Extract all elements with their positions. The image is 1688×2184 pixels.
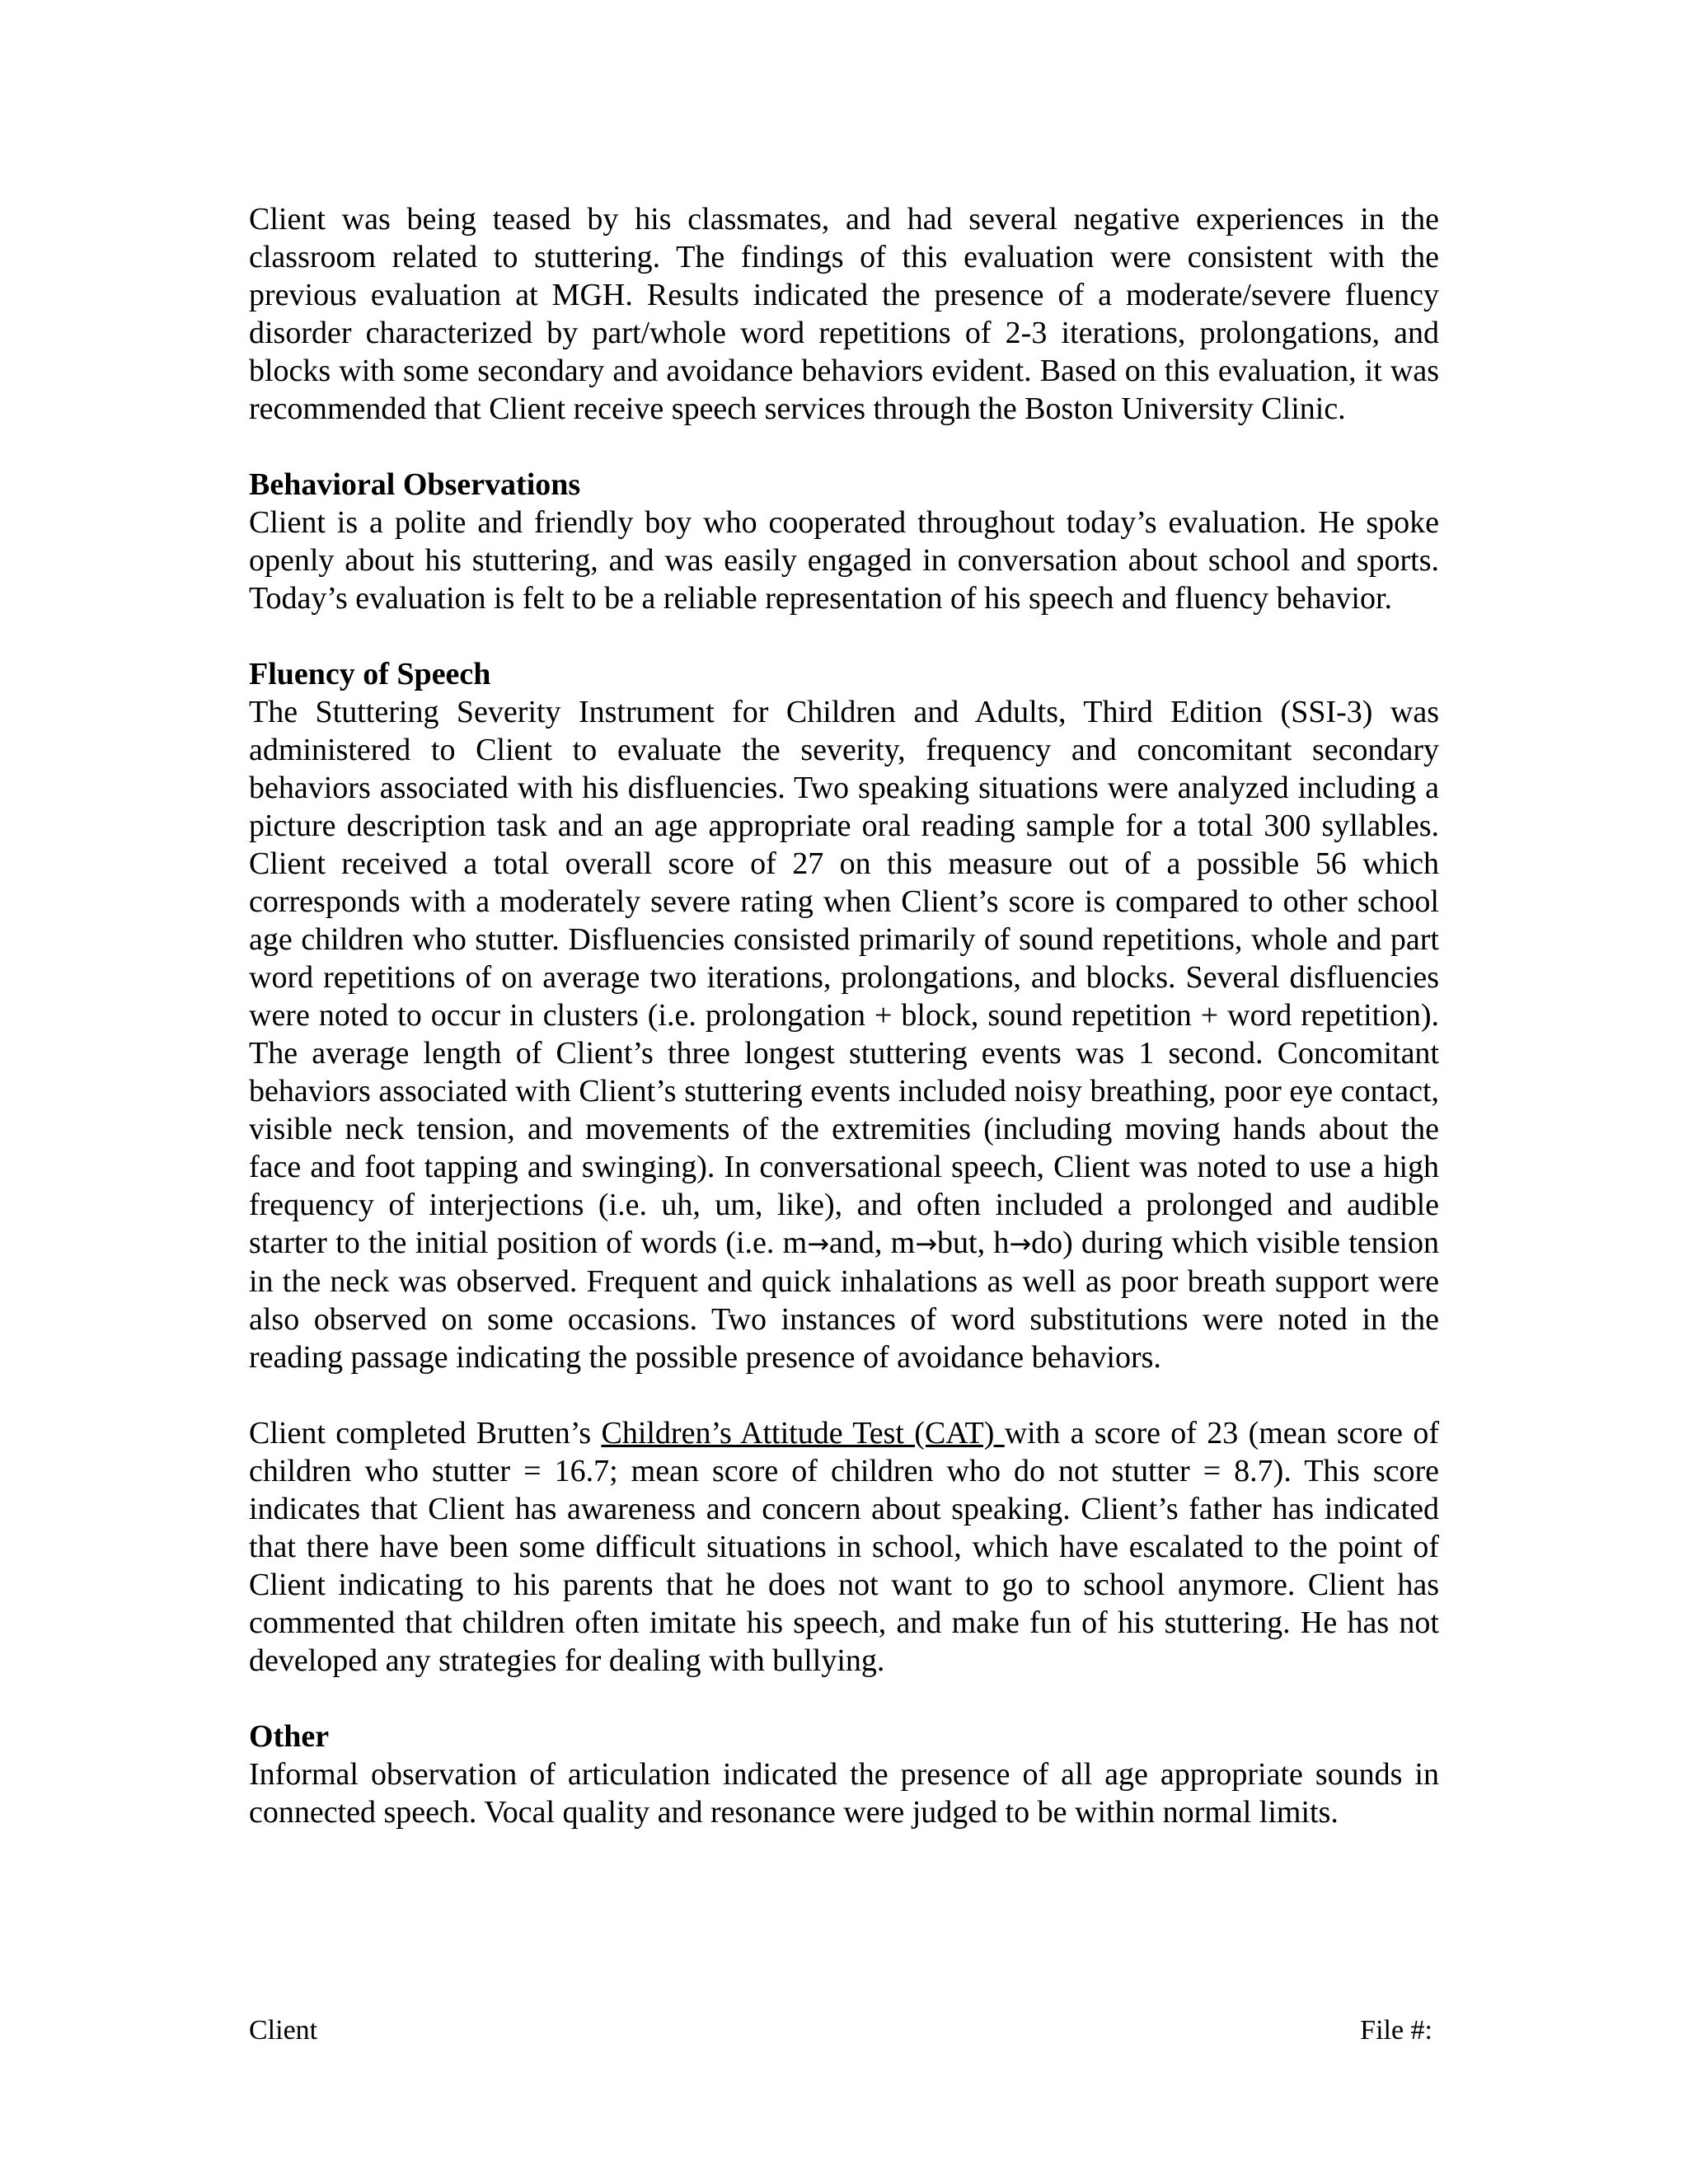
- spacer: [249, 1680, 1439, 1718]
- fluency-text-part2: and, m: [829, 1226, 916, 1260]
- spacer: [249, 617, 1439, 655]
- fluency-text-part4: do) during which visible tension in the neck was observed. Frequent and quick inhalations as well as poor breath support were also observed on some occasions. Two instances of word substitutions were noted in the reading passage indicating the possible presence of avoidance behaviors.: [249, 1226, 1439, 1375]
- spacer: [249, 428, 1439, 466]
- behavioral-observations-heading: Behavioral Observations: [249, 467, 581, 502]
- footer-client-label: Client: [249, 2015, 318, 2046]
- right-arrow-icon: →: [807, 1228, 830, 1259]
- fluency-text-part3: but, h: [937, 1226, 1010, 1260]
- intro-paragraph: Client was being teased by his classmates, and had several negative experiences in the classroom related to stuttering. The findings of this evaluation were consistent with the previous evaluation at MGH. Results indicated the presence of a moderate/severe fluency disorder characterized by part/whole word repetitions of 2-3 iterations, prolongations, and blocks with some secondary and avoidance behaviors evident. Based on this evaluation, it was recommended that Client receive speech services through the Boston University Clinic.: [249, 202, 1439, 426]
- behavioral-observations-paragraph: Client is a polite and friendly boy who cooperated throughout today’s evaluation. He spoke openly about his stuttering, and was easily engaged in conversation about school and sports. Today’s evaluation is felt to be a reliable representation of his speech and fluency behavior.: [249, 505, 1439, 616]
- cat-text-before: Client completed Brutten’s: [249, 1416, 602, 1451]
- spacer: [249, 1376, 1439, 1414]
- document-body: [249, 200, 1439, 1831]
- other-paragraph: Informal observation of articulation indicated the presence of all age appropriate sounds in connected speech. Vocal quality and resonance were judged to be within normal limits.: [249, 1757, 1439, 1830]
- other-heading: Other: [249, 1719, 330, 1754]
- page-footer: [249, 2014, 1432, 2047]
- fluency-of-speech-paragraph: [249, 693, 1439, 1376]
- right-arrow-icon: →: [915, 1228, 938, 1259]
- footer-file-number-label: File #:: [1360, 2015, 1432, 2046]
- fluency-of-speech-heading: Fluency of Speech: [249, 657, 491, 691]
- fluency-text-part1: The Stuttering Severity Instrument for Children and Adults, Third Edition (SSI-3) was administered to Client to evaluate the severity, frequency and concomitant secondary behaviors associated with his disfluencies. Two speaking situations were analyzed including a picture description task and an age appropriate oral reading sample for a total 300 syllables. Client received a total overall score of 27 on this measure out of a possible 56 which corresponds with a moderately severe rating when Client’s score is compared to other school age children who stutter. Disfluencies consisted primarily of sound repetitions, whole and part word repetitions of on average two iterations, prolongations, and blocks. Several disfluencies were noted to occur in clusters (i.e. prolongation + block, sound repetition + word repetition). The average length of Client’s three longest stuttering events was 1 second. Concomitant behaviors associated with Client’s stuttering events included noisy breathing, poor eye contact, visible neck tension, and movements of the extremities (including moving hands about the face and foot tapping and swinging). In conversational speech, Client was noted to use a high frequency of interjections (i.e. uh, um, like), and often included a prolonged and audible starter to the initial position of words (i.e. m: [249, 695, 1439, 1260]
- cat-paragraph: [249, 1414, 1439, 1680]
- cat-text-after: with a score of 23 (mean score of children who stutter = 16.7; mean score of children who do not stutter = 8.7). This score indicates that Client has awareness and concern about speaking. Client’s father has indicated that there have been some difficult situations in school, which have escalated to the point of Client indicating to his parents that he does not want to go to school anymore. Client has commented that children often imitate his speech, and make fun of his stuttering. He has not developed any strategies for dealing with bullying.: [249, 1416, 1440, 1678]
- right-arrow-icon: →: [1009, 1228, 1032, 1259]
- cat-test-name: Children’s Attitude Test (CAT): [601, 1416, 1005, 1451]
